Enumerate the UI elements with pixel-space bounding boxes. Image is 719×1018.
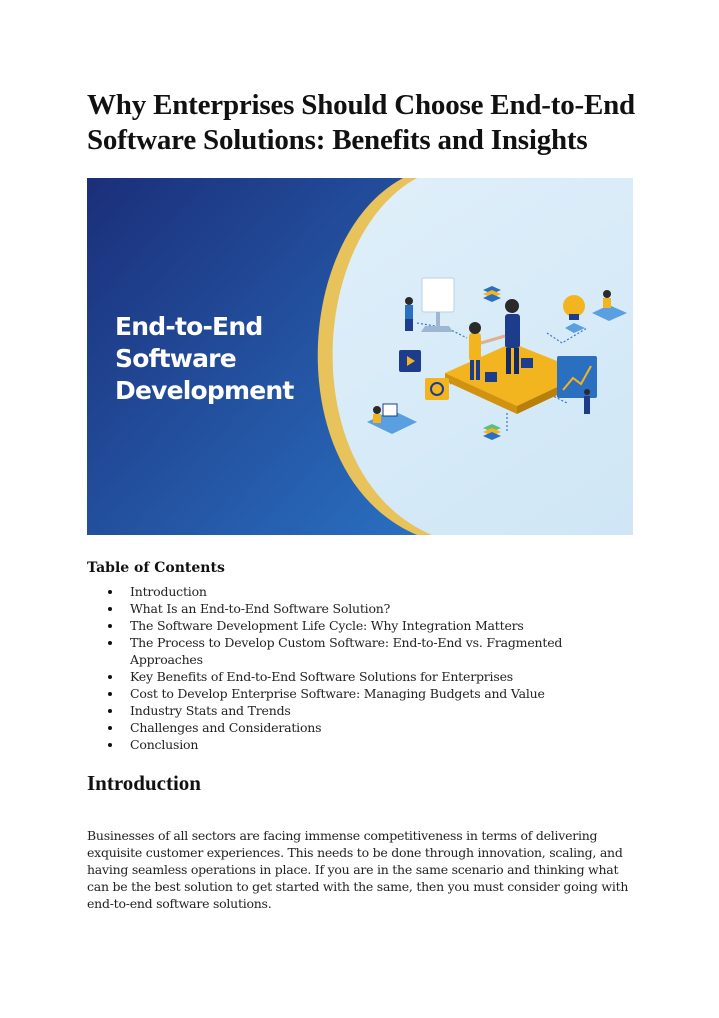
toc-item[interactable]: Cost to Develop Enterprise Software: Managing Budgets and Value <box>87 685 587 702</box>
video-card-icon <box>399 350 421 372</box>
toc-item[interactable]: The Software Development Life Cycle: Why Integration Matters <box>87 617 587 634</box>
article-title: Why Enterprises Should Choose End-to-End Software Solutions: Benefits and Insights <box>87 89 635 156</box>
hero-banner-image <box>87 178 633 535</box>
toc-item[interactable]: Conclusion <box>87 736 587 753</box>
settings-card-icon <box>425 378 449 400</box>
hero-line: Development <box>115 376 294 405</box>
toc-heading: Table of Contents <box>87 560 225 576</box>
toc-item[interactable]: Key Benefits of End-to-End Software Solutions for Enterprises <box>87 668 587 685</box>
introduction-paragraph: Businesses of all sectors are facing immense competitiveness in terms of delivering exquisite customer experiences. This needs to be done through innovation, scaling, and having seamless operations in place. If you are in the same scenario and thinking what can be the best solution to get started with the same, then you must consider going with end-to-end software solutions. <box>87 828 629 911</box>
toc-item[interactable]: The Process to Develop Custom Software: End-to-End vs. Fragmented Approaches <box>87 634 587 668</box>
toc-item[interactable]: What Is an End-to-End Software Solution? <box>87 600 587 617</box>
hero-headline <box>115 311 345 407</box>
table-of-contents <box>87 583 587 753</box>
person-icon-left <box>405 297 413 331</box>
hero-line: End-to-End <box>115 312 263 341</box>
hero-line: Software <box>115 344 236 373</box>
toc-item[interactable]: Introduction <box>87 583 587 600</box>
toc-item[interactable]: Challenges and Considerations <box>87 719 587 736</box>
toc-item[interactable]: Industry Stats and Trends <box>87 702 587 719</box>
introduction-heading: Introduction <box>87 771 201 795</box>
